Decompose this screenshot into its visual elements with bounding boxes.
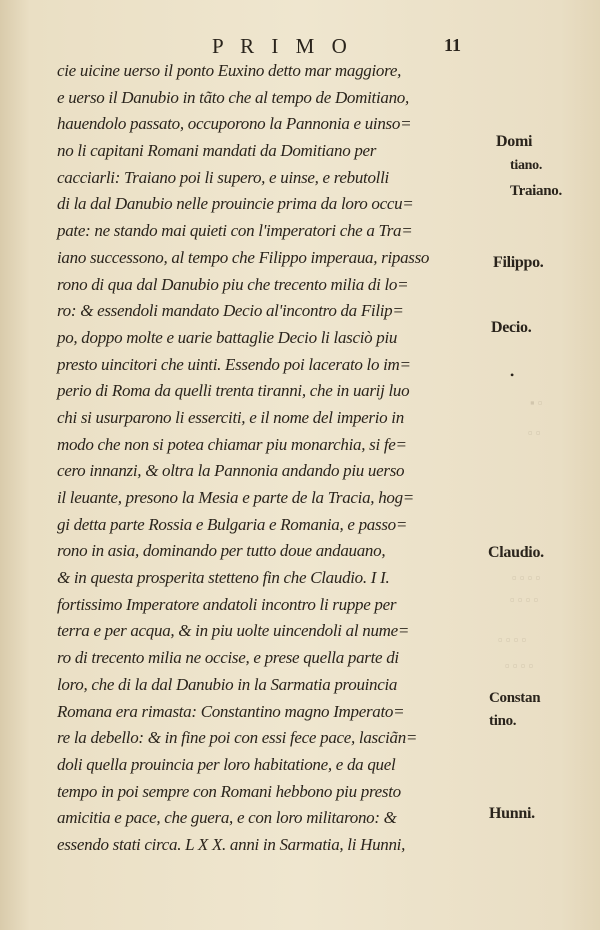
margin-note-traiano: Traiano.	[510, 183, 562, 199]
text-line: no li capitani Romani mandati da Domitiano per	[57, 141, 377, 161]
text-line: cie uicine uerso il ponto Euxino detto mar maggiore,	[57, 61, 402, 80]
margin-note-constantino: Constan	[489, 690, 541, 706]
text-line: doli quella prouincia per loro habitatione, e da quel	[57, 754, 396, 774]
show-through-text: ▫ ▫ ▫ ▫	[510, 592, 539, 607]
margin-note-domitiano: Domi	[496, 133, 533, 150]
text-line: tempo in poi sempre con Romani hebbono piu presto	[57, 781, 401, 801]
text-line: essendo stati circa. L X X. anni in Sarmatia, li Hunni,	[57, 834, 406, 854]
text-line: iano successono, al tempo che Filippo imperaua, ripasso	[57, 247, 430, 267]
text-line: po, doppo molte e uarie battaglie Decio li lasciò piu	[57, 327, 398, 347]
running-head-title: P R I M O	[212, 34, 353, 58]
text-line: il leuante, presono la Mesia e parte de la Tracia, hog=	[57, 488, 414, 507]
show-through-text: ▫ ▫ ▫ ▫	[512, 570, 541, 585]
text-line: re la debello: & in fine poi con essi fece pace, lasciãn=	[57, 728, 418, 748]
folio-number: 11	[444, 35, 462, 55]
show-through-text: ▪ ▫	[530, 395, 543, 410]
margin-note-claudio: Claudio.	[488, 544, 544, 561]
text-line: terra e per acqua, & in piu uolte uincendoli al nume=	[57, 621, 410, 641]
margin-note-constantino-cont: tino.	[489, 713, 517, 729]
margin-note-domitiano-cont: tiano.	[510, 158, 543, 173]
text-line: cacciarli: Traiano poi li supero, e uinse, e rebutolli	[57, 167, 389, 187]
margin-bullet: •	[510, 368, 515, 382]
show-through-text: ▫ ▫	[528, 425, 541, 440]
text-line: di la dal Danubio nelle prouincie prima da loro occu=	[57, 194, 414, 214]
text-line: cero innanzi, & oltra la Pannonia andando piu uerso	[57, 461, 405, 481]
text-line: ro di trecento milia ne occise, e prese quella parte di	[57, 648, 399, 668]
text-line: fortissimo Imperatore andatoli incontro li ruppe per	[57, 594, 397, 614]
show-through-text: ▫ ▫ ▫ ▫	[498, 632, 527, 647]
text-line: ro: & essendoli mandato Decio al'incontro da Filip=	[57, 301, 404, 321]
main-text-block	[57, 58, 487, 859]
text-line: hauendolo passato, occuporono la Pannonia e uinso=	[57, 114, 412, 134]
text-line: loro, che di la dal Danubio in la Sarmatia prouincia	[57, 674, 398, 694]
margin-note-hunni: Hunni.	[489, 805, 535, 822]
margin-note-filippo: Filippo.	[493, 254, 544, 271]
text-line: rono in asia, dominando per tutto doue andauano,	[57, 541, 386, 561]
text-line: gi detta parte Rossia e Bulgaria e Romania, e passo=	[57, 514, 408, 534]
text-line: amicitia e pace, che guera, e con loro militarono: &	[57, 808, 397, 828]
margin-notes	[485, 0, 600, 930]
text-line: pate: ne stando mai quieti con l'imperatori che a Tra=	[57, 221, 413, 241]
text-line: e uerso il Danubio in tãto che al tempo de Domitiano,	[57, 87, 409, 107]
text-line: & in questa prosperita stetteno fin che Claudio. I I.	[57, 568, 390, 588]
margin-note-decio: Decio.	[491, 319, 532, 336]
text-line: rono di qua dal Danubio piu che trecento milia di lo=	[57, 274, 409, 294]
text-line: perio di Roma da quelli trenta tiranni, che in uarij luo	[57, 381, 410, 401]
text-line: chi si usurparono li esserciti, e il nome del imperio in	[57, 407, 404, 427]
text-line: modo che non si potea chiamar piu monarchia, si fe=	[57, 434, 407, 454]
text-line: presto uincitori che uinti. Essendo poi lacerato lo im=	[57, 354, 411, 374]
show-through-text: ▫ ▫ ▫ ▫	[505, 658, 534, 673]
text-line: Romana era rimasta: Constantino magno Imperato=	[57, 701, 405, 721]
